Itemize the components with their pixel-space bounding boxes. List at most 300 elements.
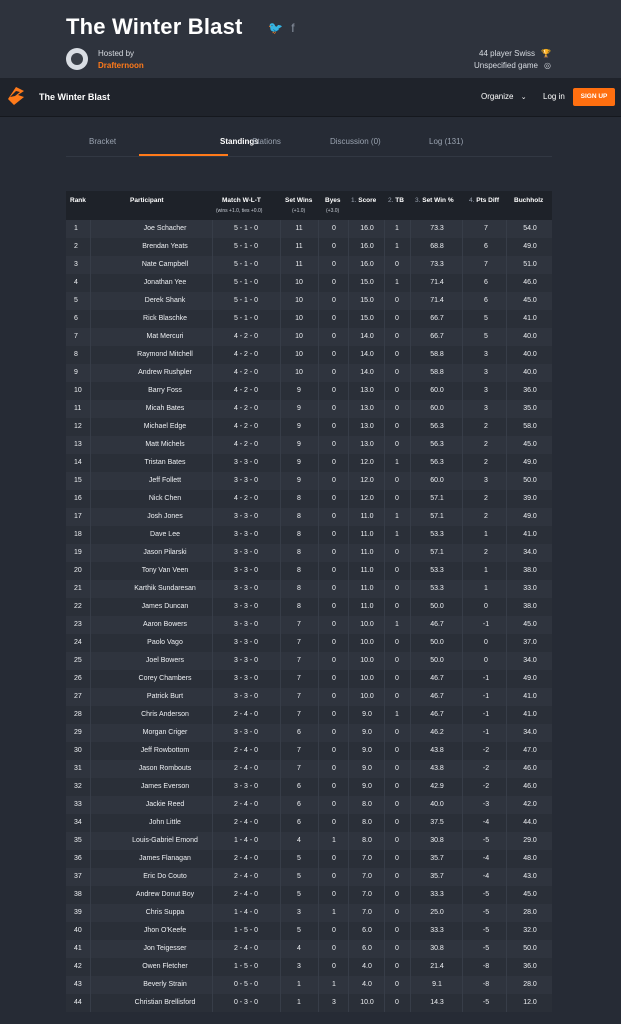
column-divider: [384, 688, 385, 706]
column-divider: [410, 508, 411, 526]
column-divider: [462, 472, 463, 490]
column-divider: [318, 364, 319, 382]
cell-set-win-pct: 33.3: [430, 891, 444, 898]
column-divider: [384, 418, 385, 436]
cell-participant[interactable]: Jason Rombouts: [138, 765, 192, 772]
column-divider: [348, 220, 349, 238]
cell-participant[interactable]: Jason Pilarski: [143, 549, 187, 556]
controller-icon: ◎: [544, 61, 551, 70]
cell-set-wins: 10: [295, 279, 303, 286]
cell-pts-diff: 6: [484, 243, 488, 250]
cell-participant[interactable]: Brendan Yeats: [142, 243, 188, 250]
table-row: [66, 472, 552, 490]
column-divider: [280, 922, 281, 940]
column-divider: [348, 364, 349, 382]
column-divider: [384, 886, 385, 904]
cell-participant[interactable]: Jon Teigesser: [143, 945, 187, 952]
column-divider: [318, 670, 319, 688]
cell-tb: 1: [395, 225, 399, 232]
cell-tb: 1: [395, 243, 399, 250]
column-divider: [410, 778, 411, 796]
cell-participant[interactable]: Chris Anderson: [141, 711, 189, 718]
column-divider: [90, 454, 91, 472]
cell-score: 7.0: [362, 873, 372, 880]
header-set-wins[interactable]: Set Wins: [285, 197, 313, 204]
column-divider: [410, 904, 411, 922]
cell-participant[interactable]: Jeff Follett: [148, 477, 182, 484]
column-divider: [462, 814, 463, 832]
cell-participant[interactable]: John Little: [149, 819, 181, 826]
cell-participant[interactable]: Derek Shank: [144, 297, 186, 304]
cell-score: 9.0: [362, 765, 372, 772]
column-divider: [348, 886, 349, 904]
table-row: [66, 778, 552, 796]
cell-pts-diff: 0: [484, 603, 488, 610]
cell-buchholz: 34.0: [523, 549, 537, 556]
cell-wlt: 4 - 2 - 0: [233, 495, 259, 502]
column-divider: [462, 940, 463, 958]
cell-set-wins: 8: [297, 567, 301, 574]
table-row: [66, 310, 552, 328]
cell-set-win-pct: 58.8: [430, 369, 444, 376]
cell-participant[interactable]: Jackie Reed: [145, 801, 185, 808]
column-divider: [410, 418, 411, 436]
cell-rank: 22: [74, 603, 82, 610]
cell-participant[interactable]: Joel Bowers: [145, 657, 185, 664]
cell-participant[interactable]: Andrew Donut Boy: [135, 891, 195, 898]
column-divider: [348, 706, 349, 724]
table-row: [66, 256, 552, 274]
cell-buchholz: 37.0: [523, 639, 537, 646]
cell-pts-diff: -8: [482, 963, 490, 970]
cell-participant[interactable]: Beverly Strain: [143, 981, 187, 988]
trophy-icon: 🏆: [541, 49, 551, 58]
column-divider: [348, 274, 349, 292]
column-divider: [410, 994, 411, 1012]
column-divider: [90, 634, 91, 652]
cell-participant[interactable]: Michael Edge: [143, 423, 187, 430]
column-divider: [462, 220, 463, 238]
cell-wlt: 1 - 4 - 0: [233, 909, 259, 916]
header-pts-diff[interactable]: 4. Pts Diff: [469, 197, 499, 204]
cell-participant[interactable]: Morgan Criger: [142, 729, 188, 736]
cell-participant[interactable]: Louis-Gabriel Emond: [132, 837, 198, 844]
cell-set-win-pct: 56.3: [430, 441, 444, 448]
column-divider: [506, 760, 507, 778]
cell-set-win-pct: 46.2: [430, 729, 444, 736]
cell-participant[interactable]: Jeff Rowbottom: [140, 747, 190, 754]
column-divider: [348, 832, 349, 850]
column-divider: [384, 436, 385, 454]
cell-pts-diff: 0: [484, 639, 488, 646]
cell-set-wins: 7: [297, 693, 301, 700]
column-divider: [318, 688, 319, 706]
cell-tb: 0: [395, 675, 399, 682]
column-divider: [384, 796, 385, 814]
cell-participant[interactable]: Corey Chambers: [138, 675, 192, 682]
chevron-down-icon: ⌄: [520, 94, 527, 101]
column-divider: [90, 490, 91, 508]
header-byes-sub: (+3.0): [326, 208, 340, 214]
column-divider: [410, 220, 411, 238]
cell-participant[interactable]: Raymond Mitchell: [137, 351, 193, 358]
cell-set-win-pct: 30.8: [430, 945, 444, 952]
tab-bracket[interactable]: Bracket: [89, 137, 117, 146]
column-divider: [318, 886, 319, 904]
cell-tb: 0: [395, 873, 399, 880]
cell-set-win-pct: 60.0: [430, 477, 444, 484]
column-divider: [462, 958, 463, 976]
column-divider: [348, 346, 349, 364]
column-divider: [506, 436, 507, 454]
cell-participant[interactable]: Owen Fletcher: [142, 963, 188, 970]
cell-pts-diff: 2: [484, 423, 488, 430]
cell-score: 15.0: [360, 297, 374, 304]
column-divider: [318, 436, 319, 454]
column-divider: [410, 832, 411, 850]
cell-pts-diff: -5: [482, 909, 490, 916]
cell-set-wins: 1: [297, 999, 301, 1006]
cell-participant[interactable]: Jonathan Yee: [143, 279, 187, 286]
cell-pts-diff: 7: [484, 261, 488, 268]
cell-byes: 0: [332, 585, 336, 592]
cell-byes: 0: [332, 783, 336, 790]
cell-buchholz: 29.0: [523, 837, 537, 844]
tab-log[interactable]: Log (131): [429, 137, 464, 146]
cell-wlt: 3 - 3 - 0: [233, 549, 259, 556]
host-name-link[interactable]: Drafternoon: [98, 61, 144, 70]
column-divider: [348, 760, 349, 778]
cell-set-wins: 6: [297, 801, 301, 808]
cell-buchholz: 40.0: [523, 351, 537, 358]
column-divider: [410, 616, 411, 634]
cell-participant[interactable]: Tony Van Veen: [141, 567, 189, 574]
column-divider: [462, 868, 463, 886]
column-divider: [410, 292, 411, 310]
cell-buchholz: 34.0: [523, 657, 537, 664]
nav-tournament-title[interactable]: The Winter Blast: [39, 92, 110, 102]
signup-button[interactable]: SIGN UP: [573, 88, 615, 106]
header-set-win-pct[interactable]: 3. Set Win %: [415, 197, 454, 204]
challonge-logo-icon[interactable]: [6, 85, 26, 107]
cell-byes: 0: [332, 963, 336, 970]
column-divider: [318, 220, 319, 238]
cell-wlt: 3 - 3 - 0: [233, 675, 259, 682]
cell-rank: 3: [74, 261, 78, 268]
column-divider: [348, 688, 349, 706]
cell-participant[interactable]: Patrick Burt: [146, 693, 184, 700]
cell-participant[interactable]: Jhon O'Keefe: [143, 927, 187, 934]
cell-byes: 1: [332, 837, 336, 844]
cell-participant[interactable]: Nate Campbell: [141, 261, 189, 268]
column-divider: [410, 328, 411, 346]
tab-discussion[interactable]: Discussion (0): [330, 137, 381, 146]
cell-score: 11.0: [360, 603, 374, 610]
column-divider: [462, 796, 463, 814]
column-divider: [506, 886, 507, 904]
header-rank[interactable]: Rank: [70, 197, 86, 204]
column-divider: [318, 832, 319, 850]
column-divider: [384, 472, 385, 490]
header-byes[interactable]: Byes: [325, 197, 341, 204]
cell-buchholz: 51.0: [523, 261, 537, 268]
table-row: [66, 616, 552, 634]
column-divider: [348, 436, 349, 454]
column-divider: [410, 958, 411, 976]
table-row: [66, 670, 552, 688]
column-divider: [384, 454, 385, 472]
cell-rank: 40: [74, 927, 82, 934]
column-divider: [348, 634, 349, 652]
column-divider: [90, 742, 91, 760]
cell-byes: 0: [332, 405, 336, 412]
cell-set-win-pct: 73.3: [430, 225, 444, 232]
cell-participant[interactable]: Micah Bates: [145, 405, 185, 412]
cell-participant[interactable]: Rick Blaschke: [143, 315, 187, 322]
cell-participant[interactable]: Barry Foss: [148, 387, 182, 394]
table-row: [66, 706, 552, 724]
cell-set-win-pct: 56.3: [430, 459, 444, 466]
cell-buchholz: 50.0: [523, 477, 537, 484]
cell-participant[interactable]: Nick Chen: [148, 495, 182, 502]
cell-wlt: 3 - 3 - 0: [233, 657, 259, 664]
cell-participant[interactable]: Mat Mercuri: [146, 333, 184, 340]
column-divider: [318, 634, 319, 652]
cell-set-win-pct: 66.7: [430, 333, 444, 340]
cell-participant[interactable]: Eric Do Couto: [143, 873, 187, 880]
column-divider: [410, 940, 411, 958]
header-buchholz[interactable]: Buchholz: [514, 197, 544, 204]
column-divider: [506, 472, 507, 490]
cell-score: 9.0: [362, 747, 372, 754]
column-divider: [384, 256, 385, 274]
cell-pts-diff: 2: [484, 549, 488, 556]
column-divider: [280, 346, 281, 364]
column-divider: [410, 274, 411, 292]
cell-tb: 0: [395, 333, 399, 340]
twitter-icon[interactable]: 🐦: [268, 21, 283, 35]
column-divider: [90, 580, 91, 598]
table-row: [66, 850, 552, 868]
column-divider: [280, 400, 281, 418]
column-divider: [90, 472, 91, 490]
column-divider: [410, 562, 411, 580]
cell-wlt: 1 - 4 - 0: [233, 837, 259, 844]
facebook-icon[interactable]: f: [291, 21, 295, 35]
column-divider: [318, 238, 319, 256]
cell-pts-diff: 3: [484, 387, 488, 394]
cell-participant[interactable]: Tristan Bates: [144, 459, 186, 466]
column-divider: [384, 670, 385, 688]
column-divider: [348, 940, 349, 958]
cell-participant[interactable]: James Everson: [140, 783, 190, 790]
table-row: [66, 598, 552, 616]
column-divider: [90, 220, 91, 238]
cell-rank: 27: [74, 693, 82, 700]
column-divider: [506, 490, 507, 508]
cell-tb: 0: [395, 351, 399, 358]
cell-participant[interactable]: Joe Schacher: [143, 225, 187, 232]
column-divider: [462, 382, 463, 400]
header-wlt[interactable]: Match W-L-T: [222, 197, 261, 204]
column-divider: [410, 472, 411, 490]
column-divider: [348, 616, 349, 634]
cell-tb: 0: [395, 261, 399, 268]
column-divider: [90, 364, 91, 382]
cell-wlt: 4 - 2 - 0: [233, 387, 259, 394]
column-divider: [506, 724, 507, 742]
cell-rank: 41: [74, 945, 82, 952]
cell-set-win-pct: 53.3: [430, 567, 444, 574]
cell-byes: 0: [332, 333, 336, 340]
cell-tb: 0: [395, 891, 399, 898]
column-divider: [410, 580, 411, 598]
column-divider: [280, 562, 281, 580]
host-avatar[interactable]: [66, 48, 88, 70]
cell-set-wins: 7: [297, 657, 301, 664]
header-tb[interactable]: 2. TB: [388, 197, 404, 204]
cell-set-wins: 1: [297, 981, 301, 988]
cell-tb: 0: [395, 585, 399, 592]
tab-stations[interactable]: Stations: [252, 137, 281, 146]
cell-score: 16.0: [360, 243, 374, 250]
cell-participant[interactable]: Christian Brellisford: [134, 999, 196, 1006]
cell-tb: 0: [395, 441, 399, 448]
column-divider: [318, 580, 319, 598]
cell-participant[interactable]: Paolo Vago: [147, 639, 183, 646]
cell-buchholz: 50.0: [523, 945, 537, 952]
cell-wlt: 3 - 3 - 0: [233, 567, 259, 574]
cell-wlt: 2 - 4 - 0: [233, 765, 259, 772]
tab-standings[interactable]: Standings: [220, 137, 259, 146]
cell-participant[interactable]: Aaron Bowers: [143, 621, 187, 628]
cell-tb: 0: [395, 801, 399, 808]
table-row: [66, 508, 552, 526]
cell-buchholz: 58.0: [523, 423, 537, 430]
cell-byes: 0: [332, 459, 336, 466]
column-divider: [462, 274, 463, 292]
cell-byes: 0: [332, 747, 336, 754]
login-link[interactable]: Log in: [543, 92, 565, 101]
cell-rank: 13: [74, 441, 82, 448]
cell-rank: 42: [74, 963, 82, 970]
cell-byes: 0: [332, 387, 336, 394]
cell-pts-diff: 2: [484, 441, 488, 448]
cell-wlt: 2 - 4 - 0: [233, 819, 259, 826]
column-divider: [462, 310, 463, 328]
column-divider: [280, 274, 281, 292]
cell-set-win-pct: 46.7: [430, 621, 444, 628]
cell-wlt: 4 - 2 - 0: [233, 351, 259, 358]
column-divider: [462, 670, 463, 688]
cell-participant[interactable]: Matt Michels: [145, 441, 185, 448]
column-divider: [384, 814, 385, 832]
cell-tb: 0: [395, 639, 399, 646]
cell-set-wins: 10: [295, 315, 303, 322]
table-row: [66, 796, 552, 814]
cell-buchholz: 46.0: [523, 279, 537, 286]
cell-pts-diff: 5: [484, 333, 488, 340]
column-divider: [348, 850, 349, 868]
cell-wlt: 2 - 4 - 0: [233, 891, 259, 898]
column-divider: [462, 454, 463, 472]
column-divider: [90, 706, 91, 724]
column-divider: [318, 742, 319, 760]
cell-buchholz: 40.0: [523, 369, 537, 376]
table-row: [66, 922, 552, 940]
cell-pts-diff: -4: [482, 855, 490, 862]
cell-buchholz: 41.0: [523, 711, 537, 718]
cell-set-wins: 7: [297, 765, 301, 772]
column-divider: [318, 940, 319, 958]
column-divider: [462, 904, 463, 922]
table-row: [66, 526, 552, 544]
column-divider: [506, 544, 507, 562]
column-divider: [90, 868, 91, 886]
cell-wlt: 2 - 4 - 0: [233, 945, 259, 952]
cell-participant[interactable]: Andrew Rushpler: [138, 369, 192, 376]
column-divider: [280, 778, 281, 796]
column-divider: [318, 796, 319, 814]
cell-tb: 0: [395, 729, 399, 736]
cell-rank: 24: [74, 639, 82, 646]
cell-participant[interactable]: James Duncan: [141, 603, 189, 610]
cell-score: 9.0: [362, 711, 372, 718]
cell-participant[interactable]: Karthik Sundaresan: [134, 585, 196, 592]
organize-menu[interactable]: Organize ⌄: [481, 92, 527, 101]
cell-participant[interactable]: James Flanagan: [139, 855, 191, 862]
cell-byes: 0: [332, 225, 336, 232]
cell-pts-diff: -8: [482, 981, 490, 988]
column-divider: [318, 490, 319, 508]
table-row: [66, 940, 552, 958]
header-score[interactable]: 1. Score: [351, 197, 377, 204]
cell-participant[interactable]: Josh Jones: [147, 513, 183, 520]
cell-tb: 0: [395, 909, 399, 916]
cell-rank: 12: [74, 423, 82, 430]
column-divider: [410, 796, 411, 814]
column-divider: [90, 778, 91, 796]
cell-participant[interactable]: Chris Suppa: [145, 909, 185, 916]
cell-byes: 0: [332, 927, 336, 934]
cell-score: 9.0: [362, 729, 372, 736]
cell-set-win-pct: 53.3: [430, 531, 444, 538]
column-divider: [462, 562, 463, 580]
column-divider: [90, 922, 91, 940]
cell-byes: 0: [332, 513, 336, 520]
cell-score: 13.0: [360, 405, 374, 412]
cell-rank: 34: [74, 819, 82, 826]
cell-buchholz: 49.0: [523, 243, 537, 250]
cell-pts-diff: -3: [482, 801, 490, 808]
cell-set-wins: 9: [297, 387, 301, 394]
column-divider: [280, 544, 281, 562]
column-divider: [90, 382, 91, 400]
column-divider: [462, 346, 463, 364]
cell-byes: 0: [332, 261, 336, 268]
cell-participant[interactable]: Dave Lee: [150, 531, 180, 538]
cell-set-wins: 3: [297, 909, 301, 916]
cell-tb: 0: [395, 945, 399, 952]
column-divider: [506, 634, 507, 652]
column-divider: [280, 454, 281, 472]
cell-buchholz: 34.0: [523, 729, 537, 736]
header-participant[interactable]: Participant: [130, 197, 164, 204]
column-divider: [348, 958, 349, 976]
cell-set-win-pct: 57.1: [430, 549, 444, 556]
cell-score: 12.0: [360, 495, 374, 502]
cell-set-win-pct: 21.4: [430, 963, 444, 970]
